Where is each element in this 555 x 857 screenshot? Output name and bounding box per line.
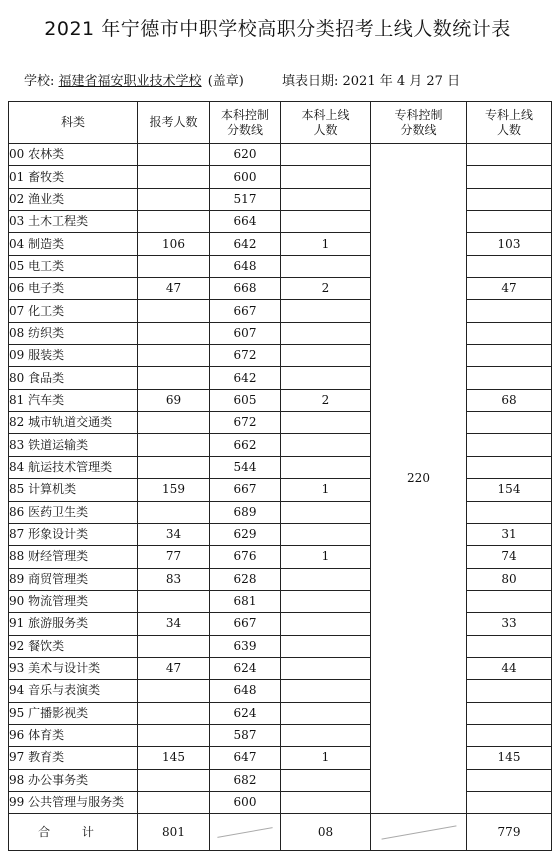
zk-count-cell: 68 — [467, 389, 552, 411]
bk-line-cell: 664 — [210, 211, 281, 233]
total-row — [9, 814, 552, 851]
category-cell: 83 铁道运输类 — [9, 434, 138, 456]
table-row — [9, 434, 552, 456]
category-cell: 04 制造类 — [9, 233, 138, 255]
applicants-cell — [138, 635, 210, 657]
category-cell: 99 公共管理与服务类 — [9, 791, 138, 813]
category-cell: 82 城市轨道交通类 — [9, 412, 138, 434]
bk-count-cell — [281, 322, 371, 344]
zk-count-cell — [467, 724, 552, 746]
applicants-cell — [138, 188, 210, 210]
bk-line-cell: 517 — [210, 188, 281, 210]
applicants-cell: 47 — [138, 657, 210, 679]
table-body — [9, 144, 552, 814]
bk-count-cell: 1 — [281, 546, 371, 568]
bk-line-cell: 620 — [210, 144, 281, 166]
bk-count-cell — [281, 791, 371, 813]
total-zk-count: 779 — [467, 814, 552, 851]
table-row — [9, 412, 552, 434]
bk-count-cell — [281, 657, 371, 679]
applicants-cell — [138, 501, 210, 523]
table-row — [9, 479, 552, 501]
page-title: 2021 年宁德市中职学校高职分类招考上线人数统计表 — [44, 18, 511, 40]
bk-line-cell: 624 — [210, 702, 281, 724]
category-cell: 07 化工类 — [9, 300, 138, 322]
category-cell: 95 广播影视类 — [9, 702, 138, 724]
category-cell: 01 畜牧类 — [9, 166, 138, 188]
applicants-cell — [138, 166, 210, 188]
zk-count-cell — [467, 702, 552, 724]
bk-line-cell: 681 — [210, 590, 281, 612]
category-cell: 89 商贸管理类 — [9, 568, 138, 590]
category-cell: 97 教育类 — [9, 747, 138, 769]
category-cell: 85 计算机类 — [9, 479, 138, 501]
total-zk-line-empty — [371, 814, 467, 851]
bk-count-cell — [281, 456, 371, 478]
category-cell: 88 财经管理类 — [9, 546, 138, 568]
table-row — [9, 233, 552, 255]
bk-count-cell — [281, 724, 371, 746]
applicants-cell — [138, 144, 210, 166]
zk-count-cell — [467, 434, 552, 456]
total-label: 合 计 — [9, 814, 138, 851]
bk-count-cell — [281, 590, 371, 612]
bk-line-cell: 672 — [210, 412, 281, 434]
applicants-cell: 34 — [138, 523, 210, 545]
zk-count-cell: 103 — [467, 233, 552, 255]
zk-count-cell — [467, 166, 552, 188]
bk-line-cell: 682 — [210, 769, 281, 791]
bk-line-cell: 668 — [210, 278, 281, 300]
zk-line-merged-cell: 220 — [371, 144, 467, 814]
applicants-cell — [138, 211, 210, 233]
applicants-cell — [138, 322, 210, 344]
applicants-cell: 77 — [138, 546, 210, 568]
category-cell: 87 形象设计类 — [9, 523, 138, 545]
bk-line-cell: 600 — [210, 166, 281, 188]
zk-count-cell — [467, 144, 552, 166]
total-bk-line-empty — [210, 814, 281, 851]
zk-count-cell — [467, 255, 552, 277]
header-zk-count: 专科上线 人数 — [467, 102, 552, 144]
table-row — [9, 278, 552, 300]
bk-count-cell: 1 — [281, 233, 371, 255]
bk-count-cell — [281, 635, 371, 657]
bk-line-cell: 642 — [210, 233, 281, 255]
category-cell: 98 办公事务类 — [9, 769, 138, 791]
table-row — [9, 501, 552, 523]
zk-count-cell: 31 — [467, 523, 552, 545]
table-row — [9, 345, 552, 367]
date-label: 填表日期: — [281, 74, 339, 89]
table-row — [9, 546, 552, 568]
applicants-cell: 159 — [138, 479, 210, 501]
bk-line-cell: 600 — [210, 791, 281, 813]
table-row — [9, 166, 552, 188]
zk-count-cell: 44 — [467, 657, 552, 679]
applicants-cell — [138, 724, 210, 746]
table-row — [9, 144, 552, 166]
bk-count-cell — [281, 255, 371, 277]
bk-line-cell: 605 — [210, 389, 281, 411]
table-row — [9, 255, 552, 277]
zk-count-cell — [467, 769, 552, 791]
bk-count-cell — [281, 211, 371, 233]
category-cell: 08 纺织类 — [9, 322, 138, 344]
bk-count-cell — [281, 144, 371, 166]
applicants-cell — [138, 680, 210, 702]
category-cell: 93 美术与设计类 — [9, 657, 138, 679]
bk-line-cell: 667 — [210, 613, 281, 635]
applicants-cell — [138, 255, 210, 277]
category-cell: 09 服装类 — [9, 345, 138, 367]
table-row — [9, 568, 552, 590]
table-row — [9, 680, 552, 702]
zk-count-cell — [467, 300, 552, 322]
applicants-cell — [138, 412, 210, 434]
table-row — [9, 322, 552, 344]
zk-count-cell: 145 — [467, 747, 552, 769]
bk-count-cell — [281, 367, 371, 389]
applicants-cell — [138, 300, 210, 322]
table-row — [9, 188, 552, 210]
total-bk-count: 08 — [281, 814, 371, 851]
bk-line-cell: 587 — [210, 724, 281, 746]
bk-line-cell: 642 — [210, 367, 281, 389]
bk-line-cell: 662 — [210, 434, 281, 456]
bk-count-cell: 2 — [281, 389, 371, 411]
zk-count-cell: 74 — [467, 546, 552, 568]
bk-count-cell: 1 — [281, 747, 371, 769]
category-cell: 00 农林类 — [9, 144, 138, 166]
table-row — [9, 635, 552, 657]
bk-line-cell: 624 — [210, 657, 281, 679]
applicants-cell — [138, 456, 210, 478]
zk-count-cell — [467, 501, 552, 523]
zk-count-cell — [467, 412, 552, 434]
zk-count-cell — [467, 791, 552, 813]
bk-line-cell: 676 — [210, 546, 281, 568]
bk-count-cell — [281, 523, 371, 545]
bk-line-cell: 607 — [210, 322, 281, 344]
category-cell: 91 旅游服务类 — [9, 613, 138, 635]
bk-count-cell — [281, 166, 371, 188]
table-row — [9, 389, 552, 411]
table-row — [9, 367, 552, 389]
header-bk-line: 本科控制 分数线 — [210, 102, 281, 144]
bk-count-cell — [281, 613, 371, 635]
applicants-cell — [138, 791, 210, 813]
zk-count-cell — [467, 345, 552, 367]
header-applicants: 报考人数 — [138, 102, 210, 144]
category-cell: 05 电工类 — [9, 255, 138, 277]
applicants-cell: 106 — [138, 233, 210, 255]
bk-line-cell: 544 — [210, 456, 281, 478]
bk-line-cell: 689 — [210, 501, 281, 523]
zk-count-cell: 80 — [467, 568, 552, 590]
zk-count-cell: 33 — [467, 613, 552, 635]
category-cell: 84 航运技术管理类 — [9, 456, 138, 478]
category-cell: 81 汽车类 — [9, 389, 138, 411]
form-meta — [24, 70, 544, 89]
table-row — [9, 613, 552, 635]
bk-line-cell: 667 — [210, 300, 281, 322]
zk-count-cell — [467, 367, 552, 389]
applicants-cell: 34 — [138, 613, 210, 635]
zk-count-cell — [467, 456, 552, 478]
zk-count-cell: 154 — [467, 479, 552, 501]
table-row — [9, 590, 552, 612]
seal-note: (盖章) — [207, 74, 244, 89]
applicants-cell — [138, 367, 210, 389]
category-cell: 86 医药卫生类 — [9, 501, 138, 523]
zk-count-cell — [467, 635, 552, 657]
bk-count-cell — [281, 345, 371, 367]
header-row — [9, 102, 552, 144]
applicants-cell — [138, 345, 210, 367]
applicants-cell — [138, 702, 210, 724]
bk-count-cell — [281, 434, 371, 456]
header-bk-count: 本科上线 人数 — [281, 102, 371, 144]
applicants-cell — [138, 590, 210, 612]
category-cell: 94 音乐与表演类 — [9, 680, 138, 702]
zk-count-cell — [467, 211, 552, 233]
applicants-cell — [138, 434, 210, 456]
bk-count-cell — [281, 412, 371, 434]
zk-count-cell — [467, 680, 552, 702]
bk-line-cell: 639 — [210, 635, 281, 657]
bk-count-cell — [281, 680, 371, 702]
bk-line-cell: 672 — [210, 345, 281, 367]
zk-count-cell — [467, 322, 552, 344]
table-row — [9, 769, 552, 791]
category-cell: 03 土木工程类 — [9, 211, 138, 233]
bk-count-cell: 1 — [281, 479, 371, 501]
applicants-cell: 47 — [138, 278, 210, 300]
table-row — [9, 211, 552, 233]
table-row — [9, 523, 552, 545]
bk-count-cell — [281, 188, 371, 210]
applicants-cell: 145 — [138, 747, 210, 769]
bk-line-cell: 629 — [210, 523, 281, 545]
bk-line-cell: 648 — [210, 680, 281, 702]
zk-count-cell — [467, 188, 552, 210]
bk-line-cell: 648 — [210, 255, 281, 277]
table-row — [9, 747, 552, 769]
zk-count-cell: 47 — [467, 278, 552, 300]
table-row — [9, 724, 552, 746]
fill-date: 2021 年 4 月 27 日 — [342, 74, 461, 89]
category-cell: 92 餐饮类 — [9, 635, 138, 657]
category-cell: 90 物流管理类 — [9, 590, 138, 612]
table-row — [9, 702, 552, 724]
category-cell: 02 渔业类 — [9, 188, 138, 210]
table-row — [9, 657, 552, 679]
header-category: 科类 — [9, 102, 138, 144]
bk-count-cell: 2 — [281, 278, 371, 300]
applicants-cell — [138, 769, 210, 791]
applicants-cell: 83 — [138, 568, 210, 590]
school-label: 学校: — [24, 74, 55, 89]
bk-line-cell: 628 — [210, 568, 281, 590]
header-zk-line: 专科控制 分数线 — [371, 102, 467, 144]
category-cell: 96 体育类 — [9, 724, 138, 746]
table-row — [9, 300, 552, 322]
category-cell: 06 电子类 — [9, 278, 138, 300]
table-row — [9, 791, 552, 813]
school-name: 福建省福安职业技术学校 — [58, 74, 202, 89]
total-applicants: 801 — [138, 814, 210, 851]
applicants-cell: 69 — [138, 389, 210, 411]
zk-count-cell — [467, 590, 552, 612]
bk-count-cell — [281, 300, 371, 322]
bk-count-cell — [281, 501, 371, 523]
bk-count-cell — [281, 702, 371, 724]
statistics-table — [8, 101, 552, 851]
bk-count-cell — [281, 568, 371, 590]
bk-line-cell: 667 — [210, 479, 281, 501]
table-row — [9, 456, 552, 478]
bk-line-cell: 647 — [210, 747, 281, 769]
bk-count-cell — [281, 769, 371, 791]
category-cell: 80 食品类 — [9, 367, 138, 389]
